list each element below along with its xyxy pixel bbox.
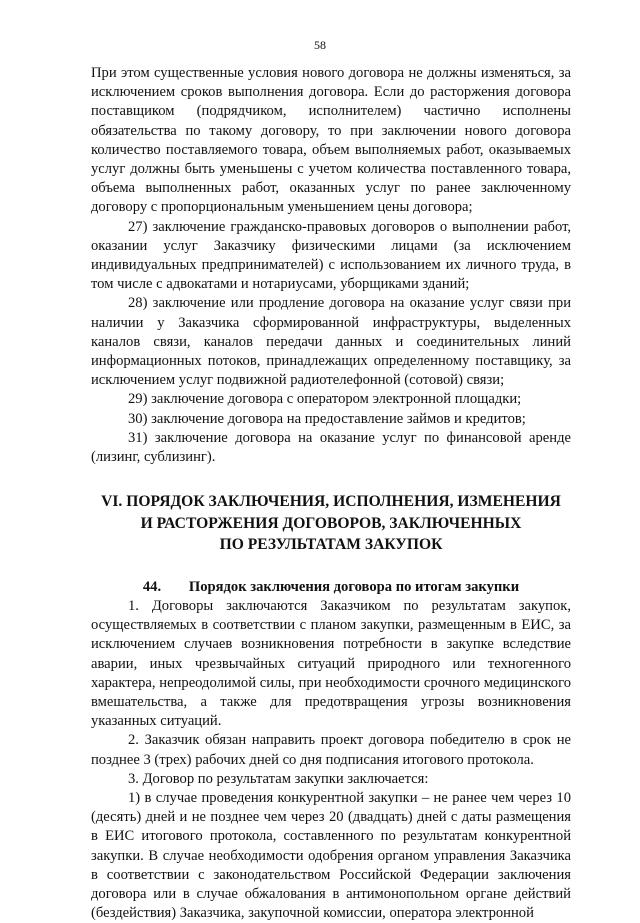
paragraph-clause-1: 1. Договоры заключаются Заказчиком по результатам закупок, осуществляемых в соответствии с планом закупки, размещенным в ЕИС, за исключением случаев возникновения потребности в закупке вследствие аварии, иных чрезвычайных ситуаций природного или техногенного характера, непреодолимой силы, при необходимости срочного медицинского вмешательства, а также для предотвращения угрозы возникновения указанных ситуаций. [91,597,571,730]
paragraph-continuation: При этом существенные условия нового договора не должны изменяться, за исключением сроков выполнения договора. Если до расторжения договора поставщиком (подрядчиком, исполнителем) частично исполнены обязательства по такому договору, то при заключении нового договора количество поставляемого товара, объем выполняемых работ, оказываемых услуг должны быть уменьшены с учетом количества поставленного товара, объема выполненных работ, оказанных услуг по ранее заключенному договору с пропорциональным уменьшением цены договора; [91,65,571,216]
paragraph-item-31: 31) заключение договора на оказание услуг по финансовой аренде (лизинг, сублизинг). [91,429,571,466]
paragraph-item-27: 27) заключение гражданско-правовых договоров о выполнении работ, оказании услуг Заказчику физическими лицами (за исключением индивидуальных предпринимателей) с использованием их личного труда, в том числе с адвокатами и нотариусами, уборщиками зданий; [91,218,571,293]
subsection-heading [91,578,571,597]
section-heading-line-1: VI. ПОРЯДОК ЗАКЛЮЧЕНИЯ, ИСПОЛНЕНИЯ, ИЗМЕНЕНИЯ [101,493,561,511]
document-body [91,64,571,923]
section-heading [91,491,571,556]
subsection-title: Порядок заключения договора по итогам закупки [188,578,520,595]
paragraph-item-29: 29) заключение договора с оператором электронной площадки; [128,391,522,408]
paragraph-clause-3: 3. Договор по результатам закупки заключается: [128,770,429,787]
paragraph-clause-3-item-1: 1) в случае проведения конкурентной закупки – не ранее чем через 10 (десять) дней и не позднее чем через 20 (двадцать) дней с даты размещения в ЕИС итогового протокола, составленного по результатам конкурентной закупки. В случае необходимости одобрения органом управления Заказчика в соответствии с законодательством Российской Федерации заключения договора или в случае обжалования в антимонопольном органе действий (бездействия) Заказчика, закупочной комиссии, оператора электронной [91,790,571,922]
section-heading-line-3: ПО РЕЗУЛЬТАТАМ ЗАКУПОК [219,536,443,554]
paragraph-item-28: 28) заключение или продление договора на оказание услуг связи при наличии у Заказчика сформированной инфраструктуры, выделенных каналов связи, каналов передачи данных и соединительных линий информационных потоков, принадлежащих определенному поставщику, за исключением услуг подвижной радиотелефонной (сотовой) связи; [91,295,571,389]
section-heading-line-2: И РАСТОРЖЕНИЯ ДОГОВОРОВ, ЗАКЛЮЧЕННЫХ [140,514,522,532]
subsection-number: 44. [142,578,162,595]
paragraph-clause-2: 2. Заказчик обязан направить проект договора победителю в срок не позднее 3 (трех) рабочих дней со дня подписания итогового протокола. [91,732,571,768]
page-number: 58 [314,38,326,52]
paragraph-item-30: 30) заключение договора на предоставление займов и кредитов; [128,410,526,427]
